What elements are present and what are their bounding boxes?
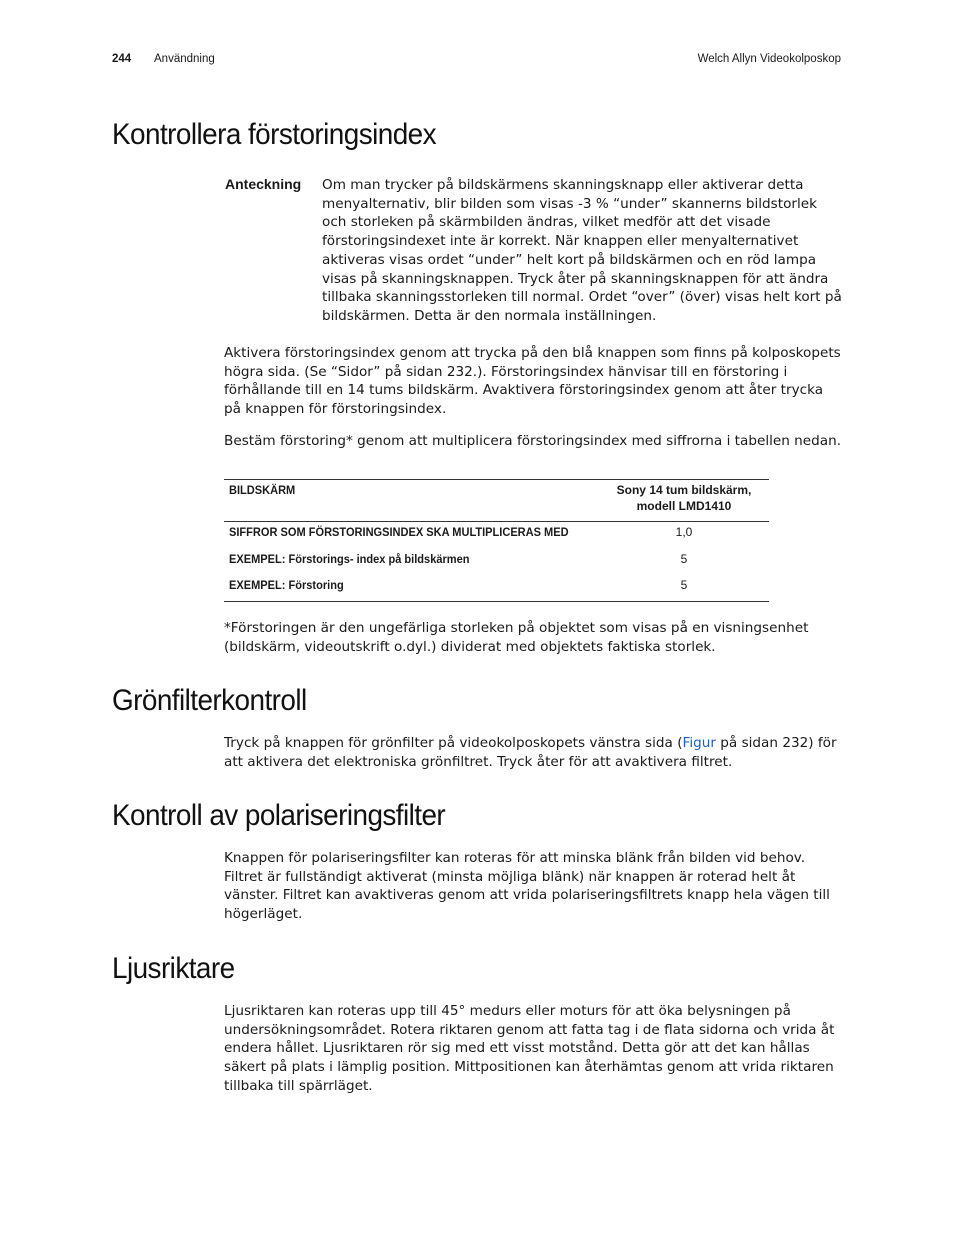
note-text: Om man trycker på bildskärmens skanningsknapp eller aktiverar detta menyalternativ, blir bilden som visas -3 % “under” skannerns bildstorlek och storleken på skärmbilden ändras, vilket medför att det visade förstoringsindexet inte är korrekt. När knappen eller menyalternativet aktiveras visas ordet “under” helt kort på bildskärmen och en röd lampa visas på skanningsknappen. Tryck åter på skanningsknappen för att ändra tillbaka skanningsstorleken till normal. Ordet “over” (över) visas helt kort på bildskärmen. Detta är den normala inställningen.: [322, 177, 842, 324]
note-label: Anteckning: [225, 176, 302, 192]
figure-link[interactable]: Figur: [682, 735, 716, 751]
table-row-value: 5: [680, 578, 688, 592]
header-section-title: Användning: [154, 53, 215, 65]
light-director-paragraph: Ljusriktaren kan roteras upp till 45° medurs eller moturs för att öka belysningen på undersökningsområdet. Rotera riktaren genom att fatta tag i de flata sidorna och vrida åt endera hållet. Ljusriktaren rör sig med ett visst motstånd. Detta gör att det kan hållas säkert på plats i lämplig position. Mittpositionen kan återhämtas genom att vrida riktaren tillbaka till spärrläget.: [224, 1003, 835, 1094]
page-number: 244: [112, 53, 132, 65]
magnification-footnote: *Förstoringen är den ungefärliga storleken på objektet som visas på en visningsenhet (bildskärm, videoutskrift o.dyl.) dividerat med objektets faktiska storlek.: [224, 620, 809, 655]
heading-magnification-index: Kontrollera förstoringsindex: [112, 118, 437, 151]
green-filter-text-start: Tryck på knappen för grönfilter på videokolposkopets vänstra sida (: [224, 735, 683, 751]
table-row-label: EXEMPEL: Förstoring: [229, 578, 344, 592]
header-product-name: Welch Allyn Videokolposkop: [697, 53, 841, 65]
table-bottom-rule: [224, 601, 769, 602]
green-filter-paragraph: [224, 734, 844, 771]
magnification-paragraph-2: Bestäm förstoring* genom att multiplicera förstoringsindex med siffrorna i tabellen nedan.: [224, 433, 842, 449]
magnification-paragraph-1: Aktivera förstoringsindex genom att trycka på den blå knappen som finns på kolposkopets högra sida. (Se “Sidor” på sidan 232.). Förstoringsindex hänvisar till en förstoring i förhållande till en 14 tums bildskärm. Avaktivera förstoringsindex genom att åter trycka på knappen för förstoringsindex.: [224, 345, 841, 418]
table-header-monitor: BILDSKÄRM: [229, 483, 296, 497]
heading-green-filter: Grönfilterkontroll: [112, 684, 307, 717]
heading-polarizing-filter: Kontroll av polariseringsfilter: [112, 799, 446, 832]
table-header-rule: [224, 521, 769, 522]
table-row-label: SIFFROR SOM FÖRSTORINGSINDEX SKA MULTIPLICERAS MED: [229, 525, 569, 539]
table-row-value: 5: [680, 552, 688, 566]
polarizing-paragraph: Knappen för polariseringsfilter kan roteras för att minska blänk från bilden vid behov. Filtret är fullständigt aktiverat (minsta möjliga blänk) när knappen är roterad helt åt vänster. Filtret kan avaktiveras genom att vrida polariseringsfiltrets knapp hela vägen till högerläget.: [224, 850, 830, 923]
table-row-label: EXEMPEL: Förstorings- index på bildskärmen: [229, 552, 470, 566]
table-row-value: 1,0: [675, 525, 693, 539]
green-filter-text-end: på sidan 232) för att aktivera det elektroniska grönfiltret. Tryck åter för att avaktivera filtret.: [224, 735, 837, 770]
page-header: [112, 53, 841, 69]
table-header-model: [594, 482, 774, 514]
table-header-model-line2: modell LMD1410: [636, 499, 732, 513]
table-top-rule: [224, 479, 769, 480]
table-header-model-line1: Sony 14 tum bildskärm,: [616, 483, 752, 497]
heading-light-director: Ljusriktare: [112, 952, 235, 985]
